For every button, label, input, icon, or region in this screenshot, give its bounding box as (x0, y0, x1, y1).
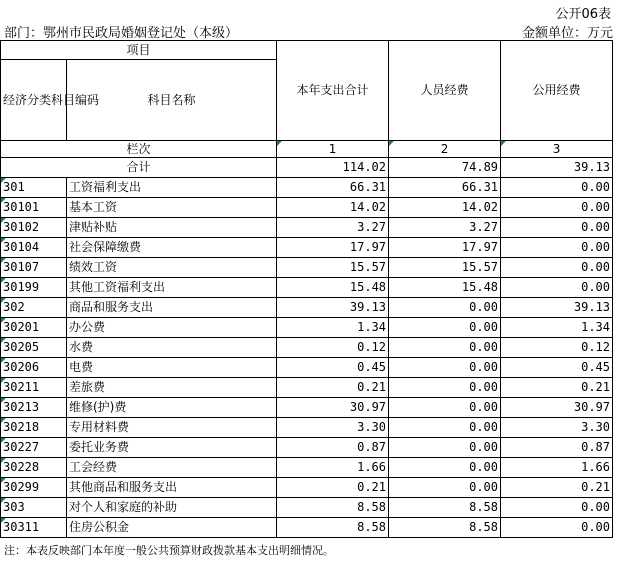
total-cell[interactable]: 8.58 (277, 498, 389, 518)
total-cell[interactable]: 0.12 (277, 338, 389, 358)
expenditure-table (0, 40, 613, 538)
col-number-3[interactable]: 3 (501, 141, 613, 158)
total-cell[interactable]: 1.34 (277, 318, 389, 338)
code-cell[interactable]: 30218 (1, 418, 67, 438)
public-cell[interactable]: 0.00 (501, 258, 613, 278)
table-row (1, 258, 613, 278)
table-row (1, 398, 613, 418)
code-cell[interactable]: 302 (1, 298, 67, 318)
personnel-cell[interactable]: 15.57 (389, 258, 501, 278)
total-cell[interactable]: 30.97 (277, 398, 389, 418)
table-row (1, 278, 613, 298)
subject-name-header[interactable]: 科目名称 (67, 60, 277, 141)
code-cell[interactable]: 30206 (1, 358, 67, 378)
code-cell[interactable]: 30213 (1, 398, 67, 418)
indicator-icon (1, 278, 6, 283)
table-row (1, 438, 613, 458)
personnel-cell[interactable]: 0.00 (389, 438, 501, 458)
public-cell[interactable]: 3.30 (501, 418, 613, 438)
total-label[interactable]: 合计 (1, 158, 277, 178)
indicator-icon (1, 378, 6, 383)
subject-name-cell[interactable]: 对个人和家庭的补助 (67, 498, 277, 518)
public-cell[interactable]: 0.00 (501, 218, 613, 238)
subject-name-cell[interactable]: 委托业务费 (67, 438, 277, 458)
public-cell[interactable]: 0.00 (501, 278, 613, 298)
col-number-1[interactable]: 1 (277, 141, 389, 158)
total-cell[interactable]: 8.58 (277, 518, 389, 538)
total-cell[interactable]: 39.13 (277, 298, 389, 318)
code-cell[interactable]: 30228 (1, 458, 67, 478)
indicator-icon (1, 438, 6, 443)
public-cell[interactable]: 0.00 (501, 498, 613, 518)
code-cell[interactable]: 30101 (1, 198, 67, 218)
public-cell[interactable]: 0.00 (501, 518, 613, 538)
indicator-icon (1, 338, 6, 343)
total-cell[interactable]: 1.66 (277, 458, 389, 478)
code-cell[interactable]: 30211 (1, 378, 67, 398)
personnel-cell[interactable]: 0.00 (389, 378, 501, 398)
indicator-icon (1, 358, 6, 363)
public-cell[interactable]: 0.21 (501, 478, 613, 498)
subject-name-cell[interactable]: 电费 (67, 358, 277, 378)
econ-code-header[interactable]: 经济分类科目编码 (1, 60, 67, 141)
subject-name-cell[interactable]: 维修(护)费 (67, 398, 277, 418)
table-row (1, 338, 613, 358)
table-row (1, 478, 613, 498)
total-cell[interactable]: 0.87 (277, 438, 389, 458)
personnel-cell[interactable]: 8.58 (389, 498, 501, 518)
indicator-icon (277, 141, 282, 146)
public-cell[interactable]: 1.66 (501, 458, 613, 478)
total-cell[interactable]: 17.97 (277, 238, 389, 258)
public-cell[interactable]: 0.00 (501, 238, 613, 258)
subject-name-cell[interactable]: 住房公积金 (67, 518, 277, 538)
personnel-cell[interactable]: 15.48 (389, 278, 501, 298)
table-row (1, 198, 613, 218)
table-row (1, 178, 613, 198)
public-header[interactable]: 公用经费 (501, 41, 613, 141)
public-cell[interactable]: 30.97 (501, 398, 613, 418)
subject-name-cell[interactable]: 水费 (67, 338, 277, 358)
indicator-icon (1, 218, 6, 223)
public-cell[interactable]: 39.13 (501, 298, 613, 318)
total-personnel[interactable]: 74.89 (389, 158, 501, 178)
subject-name-cell[interactable]: 其他商品和服务支出 (67, 478, 277, 498)
indicator-icon (1, 418, 6, 423)
subject-name-cell[interactable]: 商品和服务支出 (67, 298, 277, 318)
personnel-cell[interactable]: 0.00 (389, 478, 501, 498)
department-label: 部门：鄂州市民政局婚姻登记处（本级） (4, 26, 239, 41)
public-cell[interactable]: 0.87 (501, 438, 613, 458)
code-cell[interactable]: 301 (1, 178, 67, 198)
public-cell[interactable]: 0.00 (501, 198, 613, 218)
code-cell[interactable]: 30311 (1, 518, 67, 538)
code-cell[interactable]: 30104 (1, 238, 67, 258)
indicator-icon (1, 458, 6, 463)
personnel-cell[interactable]: 66.31 (389, 178, 501, 198)
personnel-cell[interactable]: 0.00 (389, 458, 501, 478)
code-cell[interactable]: 30205 (1, 338, 67, 358)
column-label[interactable]: 栏次 (1, 141, 277, 158)
total-cell[interactable]: 3.27 (277, 218, 389, 238)
public-cell[interactable]: 0.21 (501, 378, 613, 398)
indicator-icon (1, 298, 6, 303)
total-cell[interactable]: 0.21 (277, 478, 389, 498)
total-cell[interactable]: 0.45 (277, 358, 389, 378)
total-cell[interactable]: 15.57 (277, 258, 389, 278)
table-row (1, 358, 613, 378)
total-cell[interactable]: 3.30 (277, 418, 389, 438)
code-cell[interactable]: 30107 (1, 258, 67, 278)
subject-name-cell[interactable]: 工资福利支出 (67, 178, 277, 198)
personnel-cell[interactable]: 0.00 (389, 358, 501, 378)
total-row (1, 158, 613, 178)
table-row (1, 318, 613, 338)
personnel-cell[interactable]: 0.00 (389, 318, 501, 338)
col-number-2[interactable]: 2 (389, 141, 501, 158)
public-cell[interactable]: 1.34 (501, 318, 613, 338)
code-cell[interactable]: 30201 (1, 318, 67, 338)
code-cell[interactable]: 30227 (1, 438, 67, 458)
code-cell[interactable]: 303 (1, 498, 67, 518)
table-row (1, 518, 613, 538)
subject-name-cell[interactable]: 工会经费 (67, 458, 277, 478)
total-header[interactable]: 本年支出合计 (277, 41, 389, 141)
indicator-icon (1, 258, 6, 263)
total-public[interactable]: 39.13 (501, 158, 613, 178)
personnel-cell[interactable]: 0.00 (389, 418, 501, 438)
indicator-icon (1, 238, 6, 243)
subject-name-cell[interactable]: 绩效工资 (67, 258, 277, 278)
table-row (1, 218, 613, 238)
header-row-item (1, 41, 613, 60)
code-cell[interactable]: 30199 (1, 278, 67, 298)
personnel-header[interactable]: 人员经费 (389, 41, 501, 141)
indicator-icon (1, 398, 6, 403)
personnel-cell[interactable]: 14.02 (389, 198, 501, 218)
item-header[interactable]: 项目 (1, 41, 277, 60)
subject-name-cell[interactable]: 基本工资 (67, 198, 277, 218)
personnel-cell[interactable]: 0.00 (389, 338, 501, 358)
personnel-cell[interactable]: 17.97 (389, 238, 501, 258)
subject-name-cell[interactable]: 差旅费 (67, 378, 277, 398)
total-amount[interactable]: 114.02 (277, 158, 389, 178)
indicator-icon (1, 518, 6, 523)
table-row (1, 498, 613, 518)
total-cell[interactable]: 15.48 (277, 278, 389, 298)
table-row (1, 298, 613, 318)
subject-name-cell[interactable]: 办公费 (67, 318, 277, 338)
public-cell[interactable]: 0.45 (501, 358, 613, 378)
table-row (1, 378, 613, 398)
public-cell[interactable]: 0.12 (501, 338, 613, 358)
amount-unit-label: 金额单位：万元 (521, 26, 613, 41)
table-row (1, 458, 613, 478)
total-cell[interactable]: 14.02 (277, 198, 389, 218)
total-cell[interactable]: 66.31 (277, 178, 389, 198)
subject-name-cell[interactable]: 专用材料费 (67, 418, 277, 438)
footnote: 注：本表反映部门本年度一般公共预算财政拨款基本支出明细情况。 (4, 544, 334, 557)
subject-name-cell[interactable]: 其他工资福利支出 (67, 278, 277, 298)
subject-name-cell[interactable]: 社会保障缴费 (67, 238, 277, 258)
table-row (1, 238, 613, 258)
personnel-cell[interactable]: 8.58 (389, 518, 501, 538)
indicator-icon (1, 198, 6, 203)
form-number: 公开06表 (555, 7, 611, 22)
code-cell[interactable]: 30102 (1, 218, 67, 238)
public-cell[interactable]: 0.00 (501, 178, 613, 198)
indicator-icon (501, 141, 506, 146)
indicator-icon (389, 141, 394, 146)
table-row (1, 418, 613, 438)
indicator-icon (1, 498, 6, 503)
total-cell[interactable]: 0.21 (277, 378, 389, 398)
column-number-row (1, 141, 613, 158)
code-cell[interactable]: 30299 (1, 478, 67, 498)
indicator-icon (1, 478, 6, 483)
indicator-icon (1, 178, 6, 183)
subject-name-cell[interactable]: 津贴补贴 (67, 218, 277, 238)
indicator-icon (1, 318, 6, 323)
personnel-cell[interactable]: 3.27 (389, 218, 501, 238)
personnel-cell[interactable]: 0.00 (389, 398, 501, 418)
personnel-cell[interactable]: 0.00 (389, 298, 501, 318)
